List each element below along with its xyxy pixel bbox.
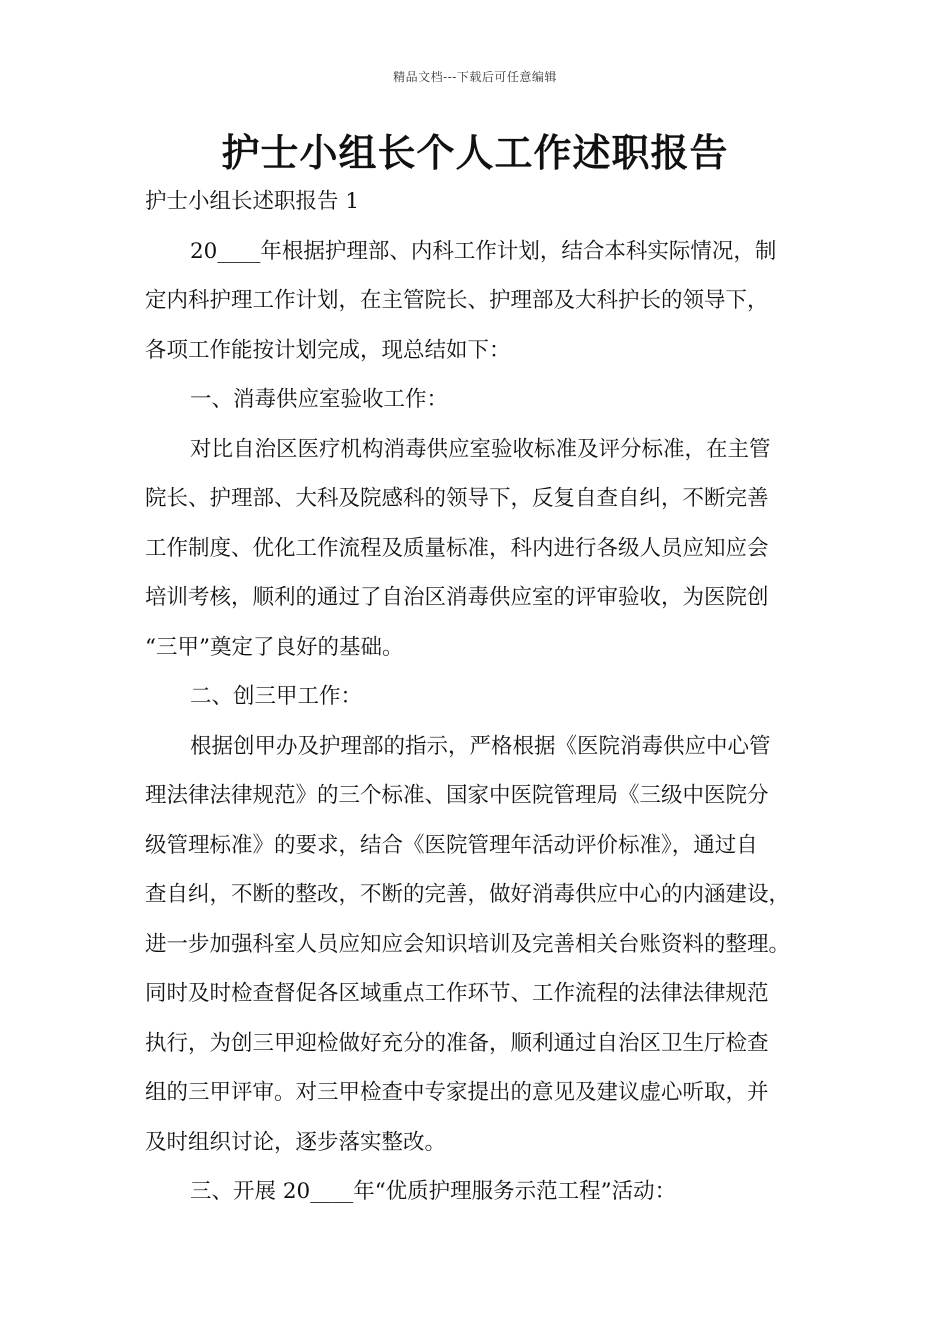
paragraph-line: 理法律法律规范》的三个标准、国家中医院管理局《三级中医院分 bbox=[145, 783, 769, 808]
heading-section-3 bbox=[145, 1172, 825, 1222]
paragraph-line: 同时及时检查督促各区域重点工作环节、工作流程的法律法律规范 bbox=[145, 981, 769, 1006]
paragraph-line: 查自纠，不断的整改，不断的完善，做好消毒供应中心的内涵建设， bbox=[145, 882, 791, 907]
paragraph-line: 组的三甲评审。对三甲检查中专家提出的意见及建议虚心听取，并 bbox=[145, 1080, 769, 1105]
heading-section-2 bbox=[145, 677, 825, 727]
paragraph-line: 培训考核，顺利的通过了自治区消毒供应室的评审验收，为医院创 bbox=[145, 585, 769, 610]
paragraph-line: 定内科护理工作计划，在主管院长、护理部及大科护长的领导下， bbox=[145, 288, 769, 313]
paragraph-intro bbox=[145, 232, 825, 381]
paragraph-line: 根据创甲办及护理部的指示，严格根据《医院消毒供应中心管 bbox=[190, 733, 771, 759]
section-heading: 三、开展 20____年“优质护理服务示范工程”活动： bbox=[190, 1179, 677, 1204]
header-note: 精品文档---下载后可任意编辑 bbox=[393, 70, 557, 84]
paragraph-line: 进一步加强科室人员应知应会知识培训及完善相关台账资料的整理。 bbox=[145, 931, 791, 957]
paragraph-section-1 bbox=[145, 430, 825, 678]
section-heading: 二、创三甲工作： bbox=[190, 684, 363, 709]
paragraph-section-2 bbox=[145, 727, 825, 1173]
heading-section-1 bbox=[145, 380, 825, 430]
paragraph-line: 执行，为创三甲迎检做好充分的准备，顺利通过自治区卫生厅检查 bbox=[145, 1030, 769, 1056]
paragraph-line: 各项工作能按计划完成，现总结如下： bbox=[145, 337, 511, 363]
paragraph-line: 工作制度、优化工作流程及质量标准，科内进行各级人员应知应会 bbox=[145, 535, 769, 561]
paragraph-line: 及时组织讨论，逐步落实整改。 bbox=[145, 1129, 447, 1155]
paragraph-line: “三甲”奠定了良好的基础。 bbox=[145, 634, 404, 660]
paragraph-line: 对比自治区医疗机构消毒供应室验收标准及评分标准，在主管 bbox=[190, 436, 771, 462]
document-title: 护士小组长个人工作述职报告 bbox=[221, 130, 729, 175]
paragraph-line: 院长、护理部、大科及院感科的领导下，反复自查自纠，不断完善 bbox=[145, 486, 769, 511]
section-subtitle: 护士小组长述职报告 1 bbox=[145, 189, 360, 214]
document-body bbox=[145, 182, 825, 1222]
paragraph-line: 级管理标准》的要求，结合《医院管理年活动评价标准》，通过自 bbox=[145, 832, 758, 858]
paragraph-line: 20____年根据护理部、内科工作计划，结合本科实际情况，制 bbox=[190, 238, 777, 264]
section-heading: 一、消毒供应室验收工作： bbox=[190, 387, 449, 412]
